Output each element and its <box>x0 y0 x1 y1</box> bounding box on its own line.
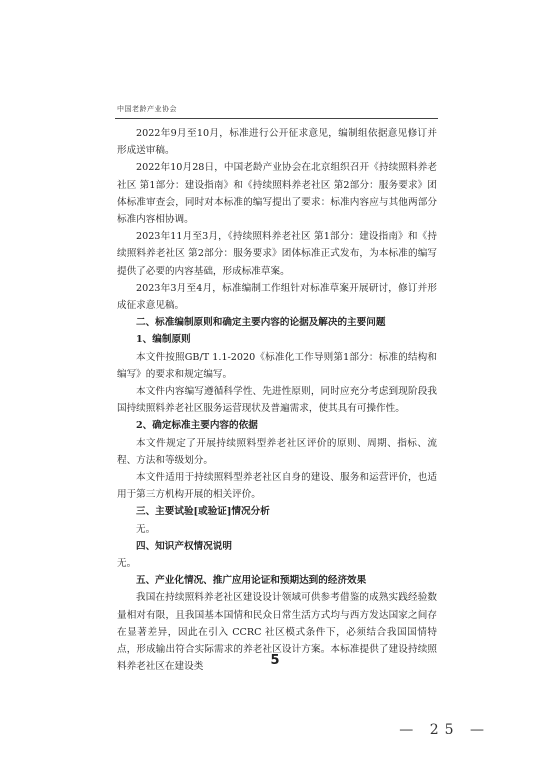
section-heading: 四、知识产权情况说明 <box>136 540 232 552</box>
paragraph: 无。 <box>136 523 156 535</box>
paragraph: 2022年9月至10月，标准进行公开征求意见，编制组依据意见修订并形成送审稿。 <box>117 128 437 157</box>
paragraph: 2022年10月28日，中国老龄产业协会在北京组织召开《持续照料养老社区 第1部分：建设指南》和《持续照料养老社区 第2部分：服务要求》团体标准审查会，同时对本标准的编写提出了要求：标准内容应与其他两部分标准内容相协调。 <box>117 162 437 226</box>
header-rule <box>115 118 438 119</box>
document-body <box>117 125 437 676</box>
subsection-heading: 1、编制原则 <box>136 334 191 346</box>
paragraph: 本文件规定了开展持续照料型养老社区评价的原则、周期、指标、流程、方法和等级划分。 <box>117 437 437 466</box>
subsection-heading: 2、确定标准主要内容的依据 <box>136 420 258 432</box>
book-page-number: — 25 — <box>399 722 490 738</box>
section-heading: 五、产业化情况、推广应用论证和预期达到的经济效果 <box>136 575 367 587</box>
paragraph: 本文件内容编写遵循科学性、先进性原则，同时应充分考虑到现阶段我国持续照料养老社区服务运营现状及普遍需求，使其具有可操作性。 <box>117 386 437 415</box>
paragraph: 2023年3月至4月，标准编制工作组针对标准草案开展研讨，修订并形成征求意见稿。 <box>117 282 437 312</box>
section-heading: 三、主要试验[或验证]情况分析 <box>136 506 270 518</box>
paragraph: 无。 <box>117 558 137 570</box>
paragraph: 2023年11月至3月，《持续照料养老社区 第1部分：建设指南》和《持续照料养老社区 第2部分：服务要求》团体标准正式发布，为本标准的编写提供了必要的内容基础，形成标准草案。 <box>117 231 437 277</box>
paragraph: 本文件按照GB/T 1.1-2020《标准化工作导则第1部分：标准的结构和编写》的要求和规定编写。 <box>117 351 437 380</box>
header-organization: 中国老龄产业协会 <box>117 105 177 113</box>
document-page-number: 5 <box>270 653 280 668</box>
paragraph: 本文件适用于持续照料型养老社区自身的建设、服务和运营评价，也适用于第三方机构开展的相关评价。 <box>117 472 437 501</box>
paragraph: 我国在持续照料养老社区建设设计领域可供参考借鉴的成熟实践经验数量相对有限，且我国基本国情和民众日常生活方式均与西方发达国家之间存在显著差异，因此在引入 CCRC 社区模式条件下，必须结合我国国情特点，形成输出符合实际需求的养老社区设计方案。本标准提供了建设持续照料养老社区在建设类 <box>117 592 437 673</box>
section-heading: 二、标准编制原则和确定主要内容的论据及解决的主要问题 <box>136 317 386 329</box>
